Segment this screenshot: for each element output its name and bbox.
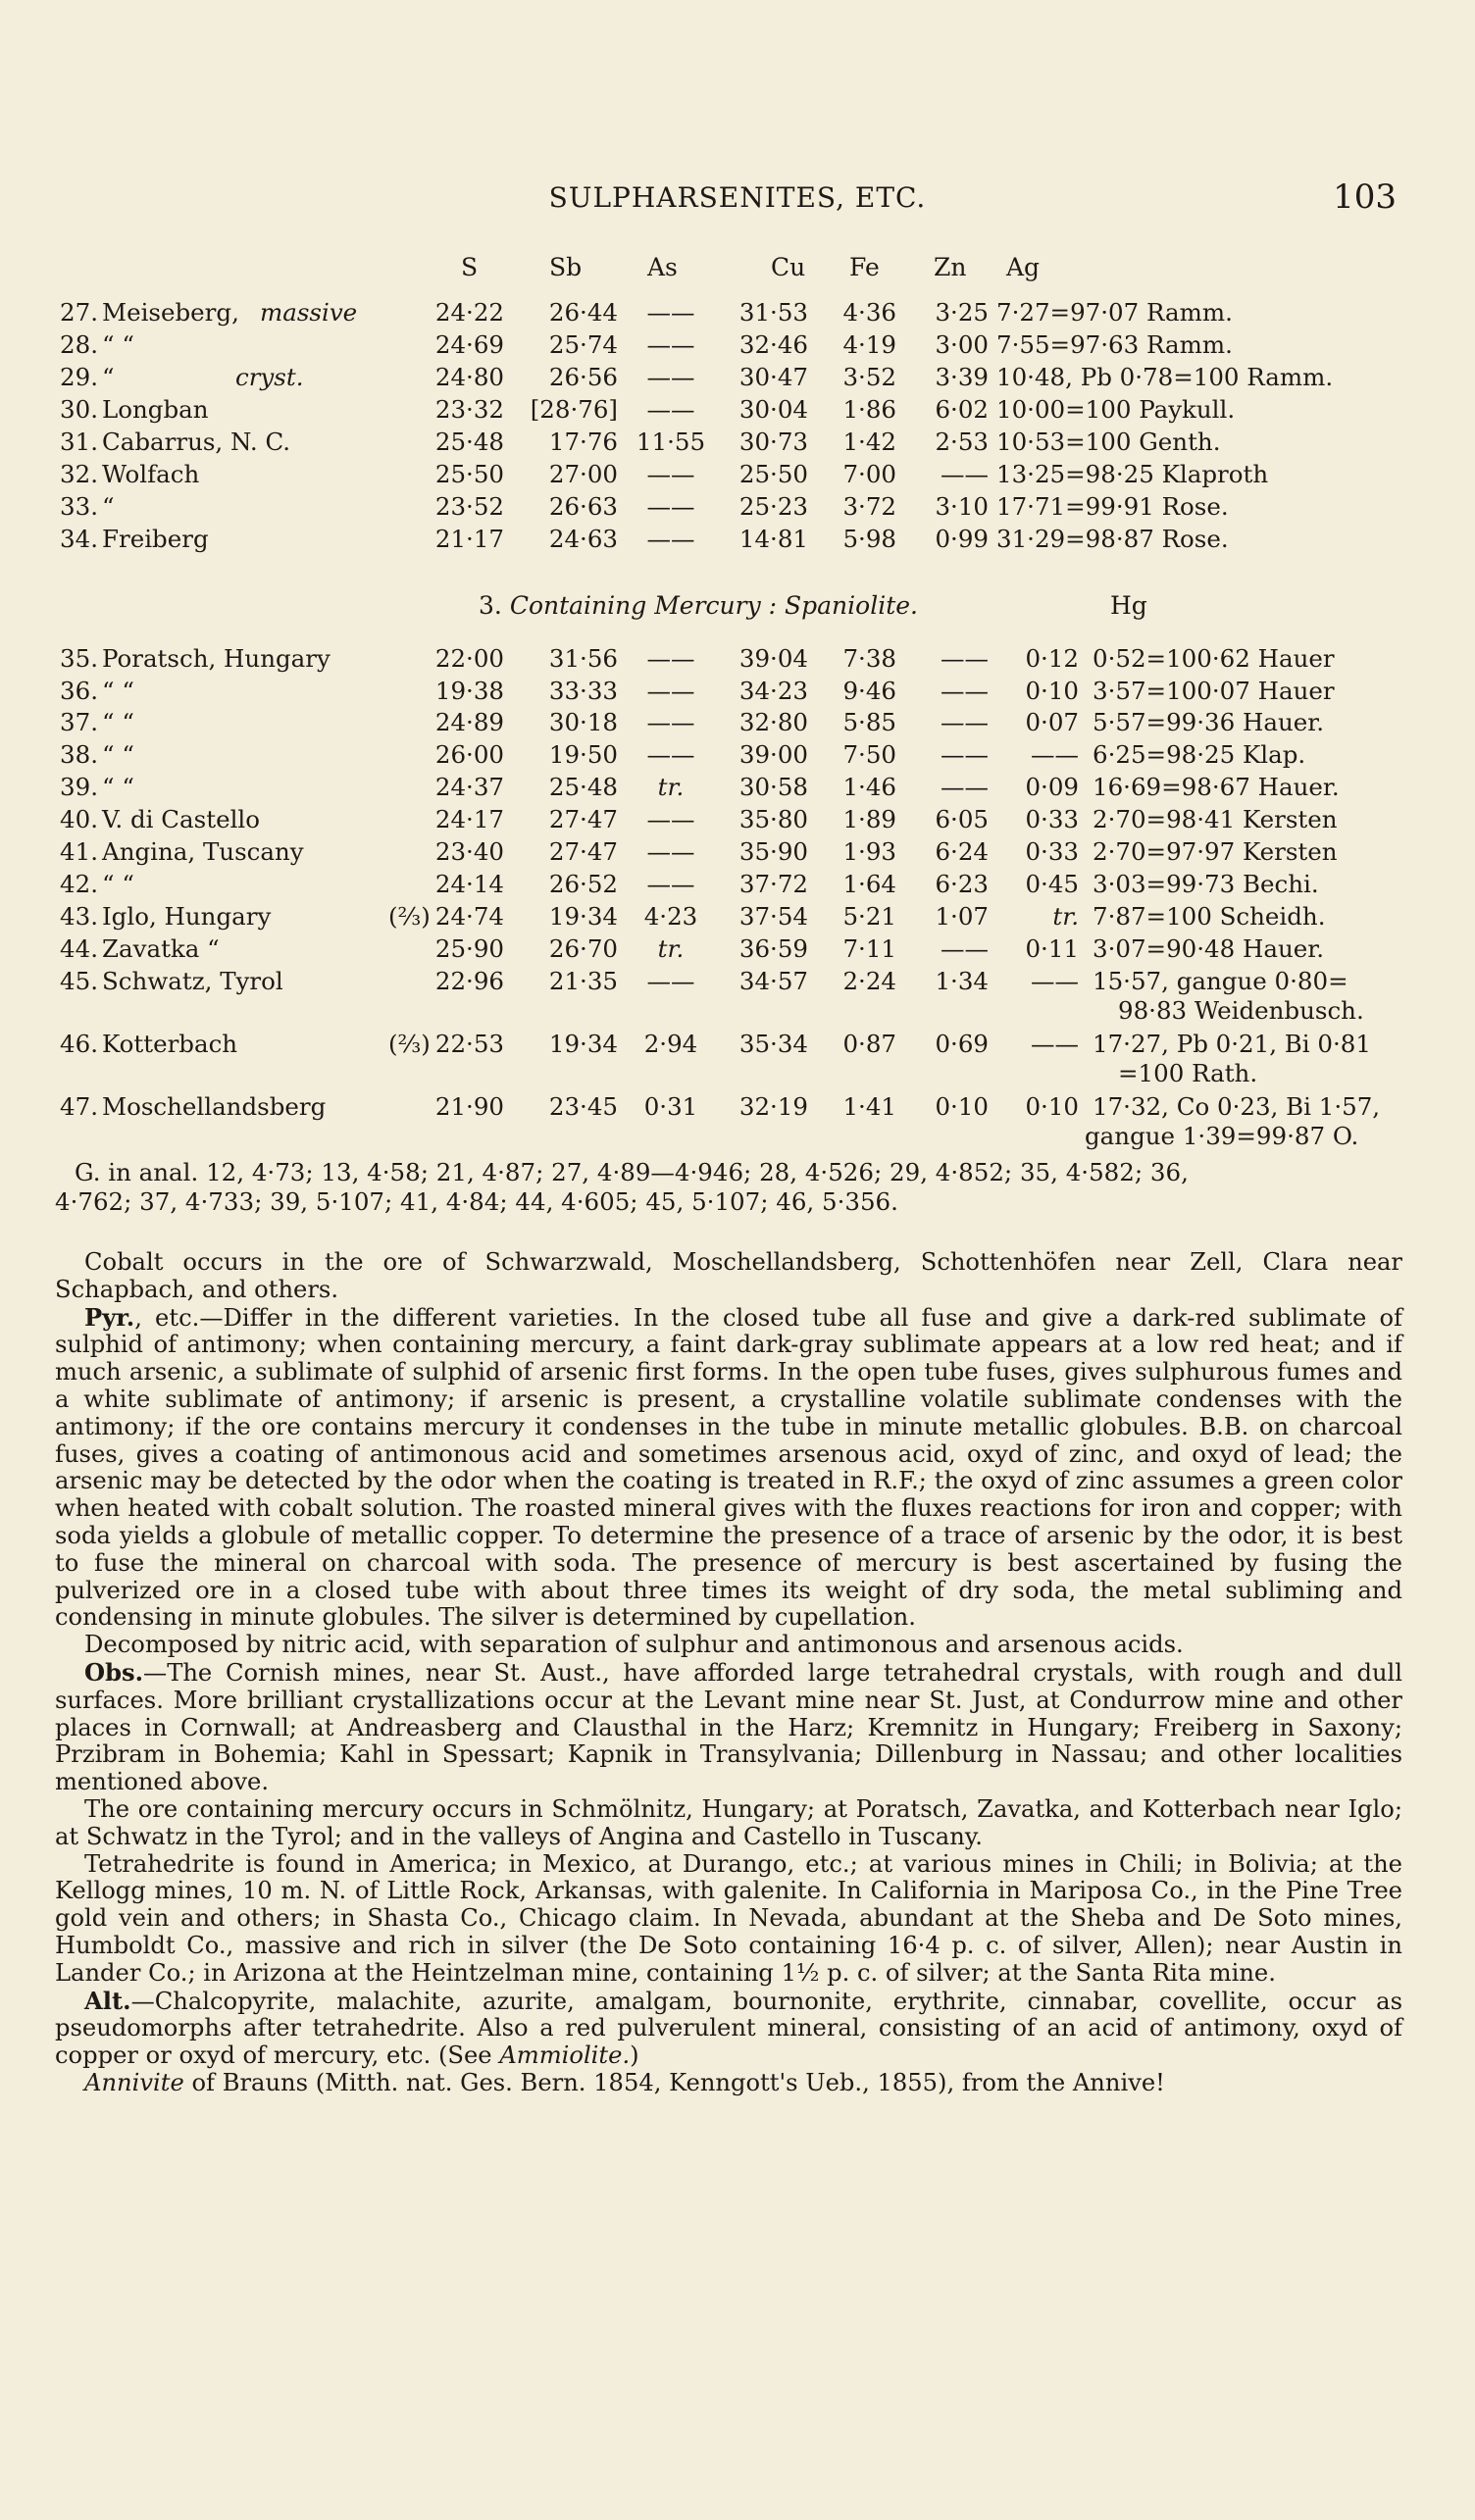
value-ag-total: 13·25=98·25 Klaproth — [996, 460, 1269, 488]
value-sb: 25·48 — [548, 773, 618, 801]
value-fe: 1·46 — [842, 773, 896, 801]
value-ag-total: 0·52=100·62 Hauer — [1093, 644, 1335, 673]
value-as: —— — [646, 395, 695, 424]
paragraph-america: Tetrahedrite is found in America; in Mexico, at Durango, etc.; at various mines in Chili; in Bolivia; at the Kellogg mines, 10 m. N. of Little Rock, Arkansas, with galenite. In California in Mariposa Co., in the Pine Tree gold vein and others; in Shasta Co., Chicago claim. In Nevada, abundant at the Sheba and De Soto mines, Humboldt Co., massive and rich in silver (the De Soto containing 16·4 p. c. of silver, Allen); near Austin in Lander Co.; in Arizona at the Heintzelman mine, containing 1½ p. c. of silver; at the Santa Rita mine. — [55, 1849, 1402, 1987]
value-sb: 27·00 — [548, 460, 618, 488]
value-s: 24·69 — [434, 330, 504, 359]
value-s: 22·53 — [434, 1030, 504, 1058]
value-cu: 35·90 — [738, 837, 808, 866]
value-s: 24·80 — [434, 363, 504, 391]
value-sb: 31·56 — [548, 644, 618, 673]
value-ag-total: 17·27, Pb 0·21, Bi 0·81 — [1093, 1030, 1371, 1058]
value-hg: 0·33 — [1025, 837, 1079, 866]
value-sb: 26·70 — [548, 934, 618, 963]
value-cu: 32·80 — [738, 708, 808, 736]
paragraph-pyr — [55, 1304, 1402, 1633]
value-zn: 6·05 — [935, 805, 989, 833]
value-cu: 39·00 — [738, 740, 808, 769]
locality: Meiseberg, — [102, 298, 239, 327]
value-fe: 1·89 — [842, 805, 896, 833]
value-zn: 0·10 — [935, 1092, 989, 1121]
value-fe: 4·19 — [842, 330, 896, 359]
locality: “ — [102, 492, 115, 521]
value-as: —— — [646, 460, 695, 488]
value-fe: 1·64 — [842, 870, 896, 898]
value-fe: 1·42 — [842, 428, 896, 456]
value-zn: 1·07 — [935, 902, 989, 931]
value-ag-total: 7·27=97·07 Ramm. — [996, 298, 1233, 327]
value-sb: [28·76] — [530, 395, 618, 424]
row-number: 33. — [60, 492, 98, 521]
value-fe: 0·87 — [842, 1030, 896, 1058]
text-pyr: , etc.—Differ in the different varieties. In the closed tube all fuse and give a dark-red sublimate of sulphid of antimony; when containing mercury, a faint dark-gray sublimate appears at a low red heat; and if much arsenic, a sublimate of sulphid of arsenic first forms. In the open tube fuses, gives sulphurous fumes and a white sublimate of antimony; if arsenic is present, a crystalline volatile sublimate condenses with the antimony; if the ore contains mercury it condenses in the tube in minute metallic globules. B.B. on charcoal fuses, gives a coating of antimonous acid and sometimes arsenous acid, oxyd of zinc, and oxyd of lead; the arsenic may be detected by the odor when the coating is treated in R.F.; the oxyd of zinc assumes a green color when heated with cobalt solution. The roasted mineral gives with the fluxes reactions for iron and copper; with soda yields a globule of metallic copper. To determine the presence of a trace of arsenic by the odor, it is best to fuse the mineral on charcoal with soda. The presence of mercury is best ascertained by fusing the pulverized ore in a closed tube with about three times its weight of dry soda, the metal subliming and condensing in minute globules. The silver is determined by cupellation. — [55, 1303, 1402, 1632]
value-cu: 30·04 — [738, 395, 808, 424]
value-ag-total: 7·55=97·63 Ramm. — [996, 330, 1233, 359]
text-alt-end: ) — [630, 2041, 639, 2070]
value-as: 2·94 — [643, 1030, 698, 1058]
value-cu: 34·23 — [738, 677, 808, 705]
value-hg: 0·12 — [1025, 644, 1079, 673]
value-ag-total: 31·29=98·87 Rose. — [996, 525, 1229, 553]
row-number: 41. — [60, 837, 98, 866]
value-zn: 2·53 — [935, 428, 989, 456]
value-fe: 5·85 — [842, 708, 896, 736]
value-fe: 5·21 — [842, 902, 896, 931]
gravity-line-1: G. in anal. 12, 4·73; 13, 4·58; 21, 4·87; 27, 4·89—4·946; 28, 4·526; 29, 4·852; 35, 4·582; 36, — [75, 1158, 1189, 1186]
running-title: SULPHARSENITES, ETC. — [548, 181, 927, 214]
value-cu: 35·34 — [738, 1030, 808, 1058]
value-s: 24·37 — [434, 773, 504, 801]
paragraph-mercury: The ore containing mercury occurs in Schmölnitz, Hungary; at Poratsch, Zavatka, and Kotterbach near Iglo; at Schwatz in the Tyrol; and in the valleys of Angina and Castello in Tuscany. — [55, 1794, 1402, 1850]
row-number: 35. — [60, 644, 98, 673]
row-number: 39. — [60, 773, 98, 801]
value-s: 26·00 — [434, 740, 504, 769]
value-fe: 9·46 — [842, 677, 896, 705]
value-cu: 32·19 — [738, 1092, 808, 1121]
section-number: 3. — [479, 591, 502, 620]
row-number: 32. — [60, 460, 98, 488]
page-number: 103 — [1333, 177, 1397, 217]
value-zn: —— — [941, 934, 989, 963]
row-number: 36. — [60, 677, 98, 705]
text-obs: —The Cornish mines, near St. Aust., have afforded large tetrahedral crystals, with rough and dull surfaces. More brilliant crystallizations occur at the Levant mine near St. Just, at Condurrow mine and other places in Cornwall; at Andreasberg and Clausthal in the Harz; Kremnitz in Hungary; Freiberg in Saxony; Przibram in Bohemia; Kahl in Spessart; Kapnik in Transylvania; Dillenburg in Nassau; and other localities mentioned above. — [55, 1658, 1402, 1796]
value-s: 24·22 — [434, 298, 504, 327]
value-s: 25·50 — [434, 460, 504, 488]
value-fe: 7·38 — [842, 644, 896, 673]
value-fe: 4·36 — [842, 298, 896, 327]
locality: Moschellandsberg — [102, 1092, 327, 1121]
value-s: 25·90 — [434, 934, 504, 963]
value-zn: 0·99 — [935, 525, 989, 553]
paragraph-obs — [55, 1659, 1402, 1796]
value-as: 4·23 — [643, 902, 698, 931]
value-as: tr. — [657, 934, 685, 963]
value-sb: 19·50 — [548, 740, 618, 769]
text-annivite-italic: Annivite — [84, 2068, 184, 2096]
paragraph-decomposed: Decomposed by nitric acid, with separation of sulphur and antimonous and arsenous acids. — [84, 1631, 1184, 1659]
value-as: —— — [646, 967, 695, 995]
value-ag-total: 7·87=100 Scheidh. — [1093, 902, 1326, 931]
value-zn: 6·23 — [935, 870, 989, 898]
value-sb: 23·45 — [548, 1092, 618, 1121]
value-as: —— — [646, 525, 695, 553]
value-s: 23·40 — [434, 837, 504, 866]
value-sb: 17·76 — [548, 428, 618, 456]
value-ag-total: 3·57=100·07 Hauer — [1093, 677, 1335, 705]
paragraph-annivite — [55, 2070, 1402, 2097]
col-cu: Cu — [771, 253, 806, 281]
row-number: 34. — [60, 525, 98, 553]
value-cu: 32·46 — [738, 330, 808, 359]
paragraph-alt — [55, 1988, 1402, 2070]
section-heading — [479, 591, 918, 620]
value-fe: 7·50 — [842, 740, 896, 769]
gravity-line-2: 4·762; 37, 4·733; 39, 5·107; 41, 4·84; 44, 4·605; 45, 5·107; 46, 5·356. — [55, 1187, 898, 1216]
value-sb: 19·34 — [548, 1030, 618, 1058]
value-fe: 3·72 — [842, 492, 896, 521]
col-fe: Fe — [849, 253, 880, 281]
value-as: tr. — [657, 773, 685, 801]
locality: Kotterbach — [102, 1030, 238, 1058]
row-number: 30. — [60, 395, 98, 424]
value-ag-total: 2·70=97·97 Kersten — [1093, 837, 1338, 866]
lead-pyr: Pyr. — [84, 1302, 135, 1332]
paragraph-cobalt: Cobalt occurs in the ore of Schwarzwald, Moschellandsberg, Schottenhöfen near Zell, Clara near Schapbach, and others. — [55, 1248, 1402, 1303]
locality: Zavatka “ — [102, 934, 220, 963]
locality: Schwatz, Tyrol — [102, 967, 283, 995]
col-hg: Hg — [1110, 591, 1147, 620]
value-hg: —— — [1031, 967, 1079, 995]
col-sb: Sb — [549, 253, 583, 281]
value-fe: 1·41 — [842, 1092, 896, 1121]
locality: “ “ — [102, 870, 134, 898]
value-sb: 19·34 — [548, 902, 618, 931]
text-alt-italic: Ammiolite. — [499, 2041, 631, 2070]
row-number: 27. — [60, 298, 98, 327]
body-text — [55, 1249, 1402, 2097]
locality: Cabarrus, N. C. — [102, 428, 291, 456]
value-hg: 0·10 — [1025, 677, 1079, 705]
value-zn: —— — [941, 644, 989, 673]
value-zn: —— — [941, 460, 989, 488]
value-ag-total: 5·57=99·36 Hauer. — [1093, 708, 1325, 736]
value-fe: 1·93 — [842, 837, 896, 866]
locality: Angina, Tuscany — [102, 837, 304, 866]
row-number: 47. — [60, 1092, 98, 1121]
value-zn: 6·24 — [935, 837, 989, 866]
value-hg: —— — [1031, 1030, 1079, 1058]
value-ag-total: 3·07=90·48 Hauer. — [1093, 934, 1325, 963]
value-s: 24·74 — [434, 902, 504, 931]
row-number: 40. — [60, 805, 98, 833]
value-zn: —— — [941, 708, 989, 736]
value-ag-total: 17·71=99·91 Rose. — [996, 492, 1229, 521]
value-as: —— — [646, 363, 695, 391]
value-zn: 3·10 — [935, 492, 989, 521]
value-continuation: 98·83 Weidenbusch. — [1118, 996, 1364, 1025]
value-s: 25·48 — [434, 428, 504, 456]
value-cu: 37·54 — [738, 902, 808, 931]
value-as: —— — [646, 805, 695, 833]
locality: Wolfach — [102, 460, 200, 488]
value-fe: 2·24 — [842, 967, 896, 995]
value-cu: 35·80 — [738, 805, 808, 833]
value-zn: —— — [941, 677, 989, 705]
row-number: 45. — [60, 967, 98, 995]
row-number: 38. — [60, 740, 98, 769]
row-number: 28. — [60, 330, 98, 359]
locality: Longban — [102, 395, 209, 424]
locality: Iglo, Hungary — [102, 902, 272, 931]
value-sb: 24·63 — [548, 525, 618, 553]
value-fe: 3·52 — [842, 363, 896, 391]
value-zn: 3·00 — [935, 330, 989, 359]
value-ag-total: 17·32, Co 0·23, Bi 1·57, — [1093, 1092, 1381, 1121]
value-zn: 0·69 — [935, 1030, 989, 1058]
value-hg: 0·10 — [1025, 1092, 1079, 1121]
page-header — [0, 177, 1475, 221]
locality-note: massive — [260, 298, 358, 327]
value-hg: 0·09 — [1025, 773, 1079, 801]
row-number: 44. — [60, 934, 98, 963]
value-s: 23·32 — [434, 395, 504, 424]
value-continuation: gangue 1·39=99·87 O. — [1085, 1122, 1359, 1150]
value-hg: 0·11 — [1025, 934, 1079, 963]
value-sb: 25·74 — [548, 330, 618, 359]
locality-note: cryst. — [235, 363, 304, 391]
value-as: —— — [646, 644, 695, 673]
value-cu: 37·72 — [738, 870, 808, 898]
row-number: 29. — [60, 363, 98, 391]
value-as: —— — [646, 492, 695, 521]
value-s: 21·90 — [434, 1092, 504, 1121]
row-number: 46. — [60, 1030, 98, 1058]
value-hg: 0·33 — [1025, 805, 1079, 833]
locality: “ “ — [102, 773, 134, 801]
value-as: —— — [646, 837, 695, 866]
value-ag-total: 2·70=98·41 Kersten — [1093, 805, 1338, 833]
value-sb: 30·18 — [548, 708, 618, 736]
value-fe: 7·00 — [842, 460, 896, 488]
ratio-prefix: (⅔) — [388, 1030, 431, 1058]
value-ag-total: 3·03=99·73 Bechi. — [1093, 870, 1319, 898]
text-annivite: of Brauns (Mitth. nat. Ges. Bern. 1854, Kenngott's Ueb., 1855), from the Annive! — [183, 2068, 1165, 2096]
value-s: 24·14 — [434, 870, 504, 898]
value-sb: 26·63 — [548, 492, 618, 521]
locality: “ “ — [102, 740, 134, 769]
locality: “ — [102, 363, 115, 391]
value-cu: 31·53 — [738, 298, 808, 327]
value-cu: 34·57 — [738, 967, 808, 995]
value-ag-total: 15·57, gangue 0·80= — [1093, 967, 1348, 995]
value-fe: 5·98 — [842, 525, 896, 553]
lead-obs: Obs. — [84, 1657, 144, 1687]
value-as: —— — [646, 708, 695, 736]
value-hg: —— — [1031, 740, 1079, 769]
lead-alt: Alt. — [84, 1986, 131, 2015]
value-cu: 14·81 — [738, 525, 808, 553]
col-as: As — [647, 253, 678, 281]
value-as: —— — [646, 740, 695, 769]
row-number: 31. — [60, 428, 98, 456]
locality: “ “ — [102, 330, 134, 359]
value-zn: —— — [941, 773, 989, 801]
value-cu: 30·47 — [738, 363, 808, 391]
value-s: 22·96 — [434, 967, 504, 995]
value-cu: 25·50 — [738, 460, 808, 488]
locality: “ “ — [102, 708, 134, 736]
value-sb: 26·52 — [548, 870, 618, 898]
value-ag-total: 10·53=100 Genth. — [996, 428, 1221, 456]
value-cu: 39·04 — [738, 644, 808, 673]
value-sb: 27·47 — [548, 805, 618, 833]
value-s: 22·00 — [434, 644, 504, 673]
value-sb: 33·33 — [548, 677, 618, 705]
value-as: —— — [646, 870, 695, 898]
value-as: —— — [646, 298, 695, 327]
col-s: S — [461, 253, 479, 281]
value-fe: 7·11 — [842, 934, 896, 963]
col-zn: Zn — [934, 253, 967, 281]
value-continuation: =100 Rath. — [1118, 1059, 1258, 1087]
value-as: —— — [646, 330, 695, 359]
value-zn: 3·25 — [935, 298, 989, 327]
locality: Poratsch, Hungary — [102, 644, 331, 673]
value-sb: 21·35 — [548, 967, 618, 995]
value-hg: 0·07 — [1025, 708, 1079, 736]
value-as: 0·31 — [643, 1092, 698, 1121]
value-sb: 27·47 — [548, 837, 618, 866]
text-alt: —Chalcopyrite, malachite, azurite, amalgam, bournonite, erythrite, cinnabar, covellite, occur as pseudomorphs after tetrahedrite. Also a red pulverulent mineral, consisting of an acid of antimony, oxyd of copper or oxyd of mercury, etc. (See — [55, 1987, 1402, 2070]
value-ag-total: 10·48, Pb 0·78=100 Ramm. — [996, 363, 1334, 391]
ratio-prefix: (⅔) — [388, 902, 431, 931]
row-number: 42. — [60, 870, 98, 898]
row-number: 43. — [60, 902, 98, 931]
value-cu: 36·59 — [738, 934, 808, 963]
locality: V. di Castello — [102, 805, 260, 833]
value-as: —— — [646, 677, 695, 705]
value-hg: tr. — [1052, 902, 1079, 931]
value-cu: 30·73 — [738, 428, 808, 456]
value-zn: —— — [941, 740, 989, 769]
value-s: 24·17 — [434, 805, 504, 833]
value-ag-total: 10·00=100 Paykull. — [996, 395, 1236, 424]
value-ag-total: 6·25=98·25 Klap. — [1093, 740, 1306, 769]
value-fe: 1·86 — [842, 395, 896, 424]
section-title: Containing Mercury : Spaniolite. — [509, 591, 918, 620]
locality: Freiberg — [102, 525, 209, 553]
value-zn: 1·34 — [935, 967, 989, 995]
value-s: 19·38 — [434, 677, 504, 705]
value-ag-total: 16·69=98·67 Hauer. — [1093, 773, 1340, 801]
value-sb: 26·56 — [548, 363, 618, 391]
value-sb: 26·44 — [548, 298, 618, 327]
value-as: 11·55 — [636, 428, 706, 456]
value-s: 21·17 — [434, 525, 504, 553]
value-cu: 25·23 — [738, 492, 808, 521]
value-zn: 6·02 — [935, 395, 989, 424]
locality: “ “ — [102, 677, 134, 705]
value-s: 23·52 — [434, 492, 504, 521]
col-ag: Ag — [1006, 253, 1041, 281]
row-number: 37. — [60, 708, 98, 736]
value-zn: 3·39 — [935, 363, 989, 391]
value-s: 24·89 — [434, 708, 504, 736]
value-hg: 0·45 — [1025, 870, 1079, 898]
value-cu: 30·58 — [738, 773, 808, 801]
